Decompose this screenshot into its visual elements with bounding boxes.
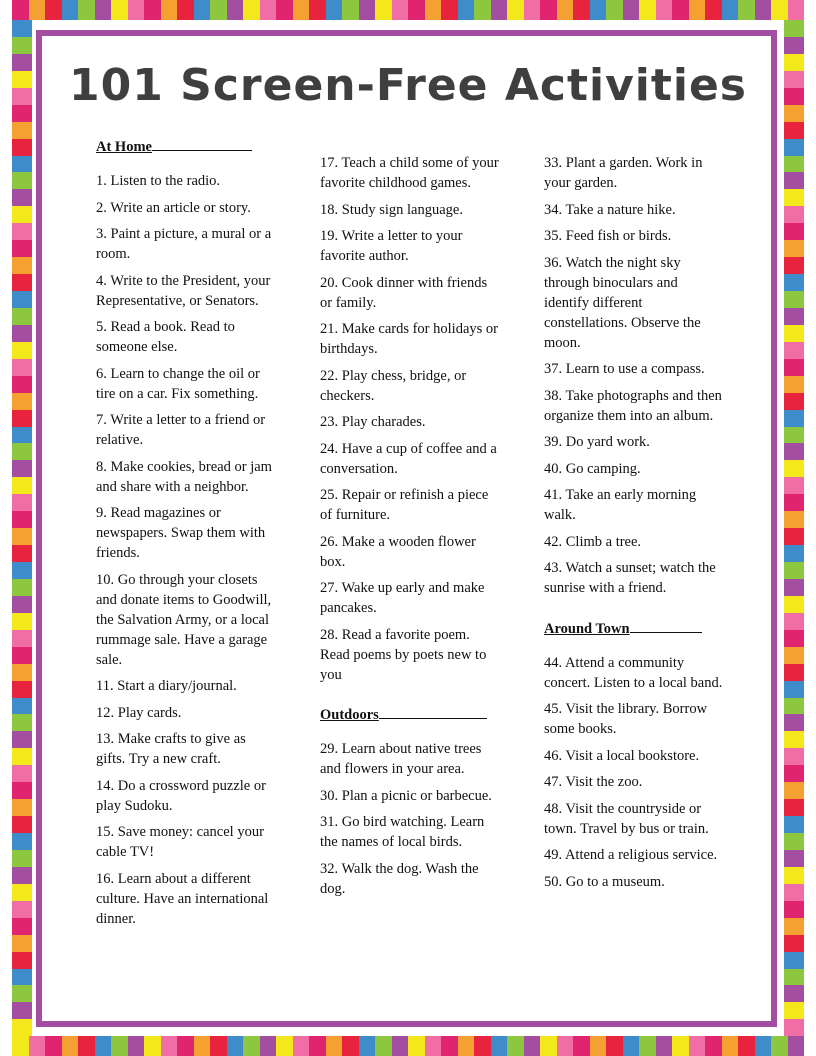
border-stripe (12, 494, 32, 511)
activity-item: 49. Attend a religious service. (544, 847, 718, 863)
border-stripe (111, 1036, 128, 1056)
border-stripe (784, 189, 804, 206)
border-stripe (784, 172, 804, 189)
activity-item: 14. Do a crossword puzzle or play Sudoku. (96, 777, 266, 814)
section-heading-at-home: At Home (96, 137, 276, 157)
border-stripe (524, 0, 541, 20)
border-stripe (227, 1036, 244, 1056)
border-stripe (623, 1036, 640, 1056)
activity-item: 43. Watch a sunset; watch the sunrise with a friend. (544, 560, 716, 596)
border-stripe (771, 1036, 788, 1056)
activity-item: 26. Make a wooden flower box. (320, 533, 476, 570)
border-stripe (507, 1036, 524, 1056)
decorative-border-bottom (12, 1036, 804, 1056)
border-stripe (293, 1036, 310, 1056)
border-stripe (392, 1036, 409, 1056)
activity-item: 24. Have a cup of coffee and a conversation. (320, 440, 497, 477)
border-stripe (12, 833, 32, 850)
border-stripe (784, 969, 804, 986)
border-stripe (590, 1036, 607, 1056)
border-stripe (540, 0, 557, 20)
decorative-border-right (784, 20, 804, 1036)
border-stripe (606, 0, 623, 20)
border-stripe (771, 0, 788, 20)
border-stripe (784, 782, 804, 799)
border-stripe (12, 477, 32, 494)
border-stripe (12, 342, 32, 359)
border-stripe (738, 1036, 755, 1056)
border-stripe (12, 376, 32, 393)
column-1 (96, 137, 276, 935)
activity-item: 44. Attend a community concert. Listen to a local band. (544, 654, 723, 691)
activity-item: 28. Read a favorite poem. Read poems by poets new to you (320, 626, 487, 683)
border-stripe (784, 935, 804, 952)
activity-item: 1. Listen to the radio. (96, 173, 221, 189)
border-stripe (12, 291, 32, 308)
border-stripe (784, 477, 804, 494)
border-stripe (425, 0, 442, 20)
border-stripe (161, 1036, 178, 1056)
activity-item: 5. Read a book. Read to someone else. (96, 319, 235, 355)
activity-list-outdoors-continued (544, 153, 724, 598)
decorative-border-left (12, 20, 32, 1036)
border-stripe (784, 985, 804, 1002)
border-stripe (639, 0, 656, 20)
border-stripe (78, 1036, 95, 1056)
border-stripe (12, 918, 32, 935)
border-stripe (722, 0, 739, 20)
activity-item: 16. Learn about a different culture. Have an international dinner. (96, 870, 269, 927)
border-stripe (788, 0, 805, 20)
border-stripe (194, 1036, 211, 1056)
border-stripe (441, 1036, 458, 1056)
border-stripe (12, 1036, 29, 1056)
border-stripe (557, 0, 574, 20)
activity-item: 23. Play charades. (320, 414, 426, 430)
border-stripe (12, 0, 29, 20)
activity-item: 19. Write a letter to your favorite author. (320, 228, 463, 264)
border-stripe (784, 393, 804, 410)
border-stripe (144, 1036, 161, 1056)
border-stripe (784, 952, 804, 969)
border-stripe (29, 0, 46, 20)
activity-item: 11. Start a diary/journal. (96, 678, 237, 694)
border-stripe (210, 0, 227, 20)
activity-item: 4. Write to the President, your Representative, or Senators. (96, 272, 271, 309)
border-stripe (784, 139, 804, 156)
border-stripe (12, 952, 32, 969)
border-stripe (784, 833, 804, 850)
border-stripe (276, 0, 293, 20)
border-stripe (12, 1002, 32, 1019)
border-stripe (12, 596, 32, 613)
border-stripe (784, 443, 804, 460)
border-stripe (656, 0, 673, 20)
activity-item: 10. Go through your closets and donate items to Goodwill, the Salvation Army, or a local rummage sale. Have a garage sale. (96, 571, 272, 668)
border-stripe (12, 816, 32, 833)
border-stripe (491, 1036, 508, 1056)
border-stripe (161, 0, 178, 20)
border-stripe (12, 223, 32, 240)
activity-item: 25. Repair or refinish a piece of furniture. (320, 487, 489, 523)
border-stripe (12, 393, 32, 410)
border-stripe (784, 613, 804, 630)
border-stripe (95, 0, 112, 20)
border-stripe (784, 376, 804, 393)
border-stripe (342, 0, 359, 20)
border-stripe (12, 884, 32, 901)
border-stripe (12, 1019, 32, 1036)
border-stripe (12, 613, 32, 630)
activity-list-at-home (96, 171, 276, 929)
border-stripe (12, 782, 32, 799)
border-stripe (359, 0, 376, 20)
border-stripe (784, 664, 804, 681)
section-heading-around-town: Around Town (544, 619, 724, 639)
activity-item: 33. Plant a garden. Work in your garden. (544, 155, 703, 191)
activity-item: 29. Learn about native trees and flowers in your area. (320, 741, 482, 777)
border-stripe (784, 257, 804, 274)
border-stripe (12, 139, 32, 156)
activity-item: 48. Visit the countryside or town. Travel by bus or train. (544, 800, 709, 837)
activity-item: 46. Visit a local bookstore. (544, 747, 700, 764)
border-stripe (474, 0, 491, 20)
activity-item: 38. Take photographs and then organize them into an album. (544, 387, 722, 424)
border-stripe (784, 816, 804, 833)
activity-item: 15. Save money: cancel your cable TV! (96, 824, 264, 860)
activity-item: 27. Wake up early and make pancakes. (320, 580, 485, 616)
activity-item: 42. Climb a tree. (544, 533, 642, 550)
border-stripe (425, 1036, 442, 1056)
border-stripe (784, 20, 804, 37)
border-stripe (784, 37, 804, 54)
border-stripe (12, 359, 32, 376)
activity-item: 21. Make cards for holidays or birthdays. (320, 321, 498, 357)
border-stripe (784, 122, 804, 139)
border-stripe (755, 0, 772, 20)
border-stripe (12, 731, 32, 748)
border-stripe (784, 579, 804, 596)
border-stripe (784, 511, 804, 528)
border-stripe (784, 765, 804, 782)
border-stripe (12, 698, 32, 715)
border-stripe (12, 681, 32, 698)
border-stripe (111, 0, 128, 20)
border-stripe (722, 1036, 739, 1056)
border-stripe (12, 935, 32, 952)
activity-item: 45. Visit the library. Borrow some books. (544, 701, 708, 737)
activity-item: 8. Make cookies, bread or jam and share with a neighbor. (96, 458, 272, 495)
border-stripe (78, 0, 95, 20)
border-stripe (540, 1036, 557, 1056)
border-stripe (326, 0, 343, 20)
border-stripe (784, 545, 804, 562)
border-stripe (12, 765, 32, 782)
border-stripe (507, 0, 524, 20)
border-stripe (788, 1036, 805, 1056)
border-stripe (784, 731, 804, 748)
border-stripe (441, 0, 458, 20)
border-stripe (784, 410, 804, 427)
border-stripe (12, 257, 32, 274)
border-stripe (375, 1036, 392, 1056)
activity-item: 17. Teach a child some of your favorite childhood games. (320, 155, 499, 191)
border-stripe (12, 308, 32, 325)
border-stripe (784, 1002, 804, 1019)
activity-item: 30. Plan a picnic or barbecue. (320, 787, 492, 804)
border-stripe (12, 562, 32, 579)
border-stripe (458, 0, 475, 20)
border-stripe (144, 0, 161, 20)
border-stripe (738, 0, 755, 20)
border-stripe (12, 443, 32, 460)
border-stripe (12, 172, 32, 189)
border-stripe (784, 427, 804, 444)
border-stripe (784, 596, 804, 613)
activity-item: 32. Walk the dog. Wash the dog. (320, 860, 479, 897)
border-stripe (689, 0, 706, 20)
border-stripe (12, 799, 32, 816)
border-stripe (12, 664, 32, 681)
activity-item: 3. Paint a picture, a mural or a room. (96, 226, 272, 262)
border-stripe (309, 1036, 326, 1056)
border-stripe (293, 0, 310, 20)
border-stripe (524, 1036, 541, 1056)
activity-item: 39. Do yard work. (544, 434, 650, 450)
border-stripe (784, 748, 804, 765)
border-stripe (784, 342, 804, 359)
border-stripe (12, 511, 32, 528)
border-stripe (784, 681, 804, 698)
border-stripe (12, 901, 32, 918)
column-3 (544, 153, 724, 898)
border-stripe (623, 0, 640, 20)
border-stripe (12, 850, 32, 867)
border-stripe (12, 20, 32, 37)
border-stripe (784, 291, 804, 308)
border-stripe (705, 1036, 722, 1056)
border-stripe (12, 528, 32, 545)
border-stripe (784, 359, 804, 376)
border-stripe (784, 308, 804, 325)
page-title: 101 Screen-Free Activities (68, 60, 747, 111)
border-stripe (12, 37, 32, 54)
border-stripe (639, 1036, 656, 1056)
border-stripe (784, 240, 804, 257)
activity-item: 20. Cook dinner with friends or family. (320, 274, 488, 311)
activity-list-outdoors (320, 739, 500, 899)
section-heading-outdoors: Outdoors (320, 705, 500, 725)
border-stripe (29, 1036, 46, 1056)
border-stripe (128, 1036, 145, 1056)
activity-item: 12. Play cards. (96, 704, 182, 721)
border-stripe (573, 1036, 590, 1056)
border-stripe (784, 867, 804, 884)
activity-list-at-home-continued (320, 153, 500, 685)
border-stripe (458, 1036, 475, 1056)
border-stripe (128, 0, 145, 20)
activity-item: 35. Feed fish or birds. (544, 228, 672, 244)
border-stripe (474, 1036, 491, 1056)
border-stripe (62, 1036, 79, 1056)
border-stripe (12, 122, 32, 139)
border-stripe (705, 0, 722, 20)
border-stripe (784, 494, 804, 511)
activity-item: 37. Learn to use a compass. (544, 361, 705, 377)
border-stripe (12, 579, 32, 596)
border-stripe (243, 0, 260, 20)
border-stripe (12, 969, 32, 986)
border-stripe (12, 274, 32, 291)
border-stripe (210, 1036, 227, 1056)
activity-item: 18. Study sign language. (320, 201, 463, 218)
activity-item: 31. Go bird watching. Learn the names of local birds. (320, 814, 485, 850)
border-stripe (784, 223, 804, 240)
border-stripe (243, 1036, 260, 1056)
border-stripe (62, 0, 79, 20)
border-stripe (573, 0, 590, 20)
border-stripe (309, 0, 326, 20)
border-stripe (12, 630, 32, 647)
border-stripe (45, 0, 62, 20)
border-stripe (784, 901, 804, 918)
border-stripe (784, 528, 804, 545)
activity-item: 7. Write a letter to a friend or relative. (96, 412, 266, 448)
border-stripe (12, 240, 32, 257)
border-stripe (656, 1036, 673, 1056)
border-stripe (408, 1036, 425, 1056)
border-stripe (227, 0, 244, 20)
border-stripe (12, 647, 32, 664)
border-stripe (12, 748, 32, 765)
border-stripe (784, 274, 804, 291)
activity-item: 40. Go camping. (544, 460, 641, 477)
border-stripe (12, 545, 32, 562)
border-stripe (784, 460, 804, 477)
border-stripe (784, 1019, 804, 1036)
border-stripe (12, 867, 32, 884)
border-stripe (689, 1036, 706, 1056)
border-stripe (375, 0, 392, 20)
activity-item: 2. Write an article or story. (96, 199, 251, 216)
activity-item: 22. Play chess, bridge, or checkers. (320, 367, 467, 404)
border-stripe (177, 0, 194, 20)
activity-item: 6. Learn to change the oil or tire on a car. Fix something. (96, 365, 260, 402)
border-stripe (784, 799, 804, 816)
border-stripe (12, 325, 32, 342)
border-stripe (276, 1036, 293, 1056)
column-2 (320, 153, 500, 905)
activity-item: 50. Go to a museum. (544, 873, 665, 890)
decorative-border-top (12, 0, 804, 20)
border-stripe (784, 698, 804, 715)
border-stripe (491, 0, 508, 20)
border-stripe (177, 1036, 194, 1056)
border-stripe (194, 0, 211, 20)
border-stripe (45, 1036, 62, 1056)
border-stripe (590, 0, 607, 20)
activity-item: 9. Read magazines or newspapers. Swap them with friends. (96, 505, 266, 561)
border-stripe (784, 206, 804, 223)
border-stripe (392, 0, 409, 20)
border-stripe (12, 427, 32, 444)
border-stripe (606, 1036, 623, 1056)
border-stripe (326, 1036, 343, 1056)
border-stripe (12, 206, 32, 223)
border-stripe (784, 884, 804, 901)
border-stripe (672, 0, 689, 20)
border-stripe (12, 714, 32, 731)
activity-list-around-town (544, 653, 724, 892)
border-stripe (784, 918, 804, 935)
activity-item: 47. Visit the zoo. (544, 774, 643, 790)
border-stripe (12, 460, 32, 477)
border-stripe (784, 630, 804, 647)
border-stripe (784, 156, 804, 173)
border-stripe (12, 156, 32, 173)
border-stripe (95, 1036, 112, 1056)
border-stripe (784, 714, 804, 731)
border-stripe (755, 1036, 772, 1056)
border-stripe (359, 1036, 376, 1056)
activity-item: 34. Take a nature hike. (544, 201, 676, 218)
border-stripe (784, 325, 804, 342)
border-stripe (12, 985, 32, 1002)
activity-item: 41. Take an early morning walk. (544, 487, 697, 523)
activity-item: 13. Make crafts to give as gifts. Try a new craft. (96, 731, 246, 767)
border-stripe (12, 189, 32, 206)
border-stripe (784, 850, 804, 867)
border-stripe (784, 647, 804, 664)
activity-item: 36. Watch the night sky through binoculars and identify different constellations. Observe the moon. (544, 254, 701, 351)
border-stripe (408, 0, 425, 20)
border-stripe (260, 0, 277, 20)
border-stripe (784, 562, 804, 579)
border-stripe (260, 1036, 277, 1056)
border-stripe (672, 1036, 689, 1056)
border-stripe (342, 1036, 359, 1056)
border-stripe (12, 410, 32, 427)
border-stripe (557, 1036, 574, 1056)
